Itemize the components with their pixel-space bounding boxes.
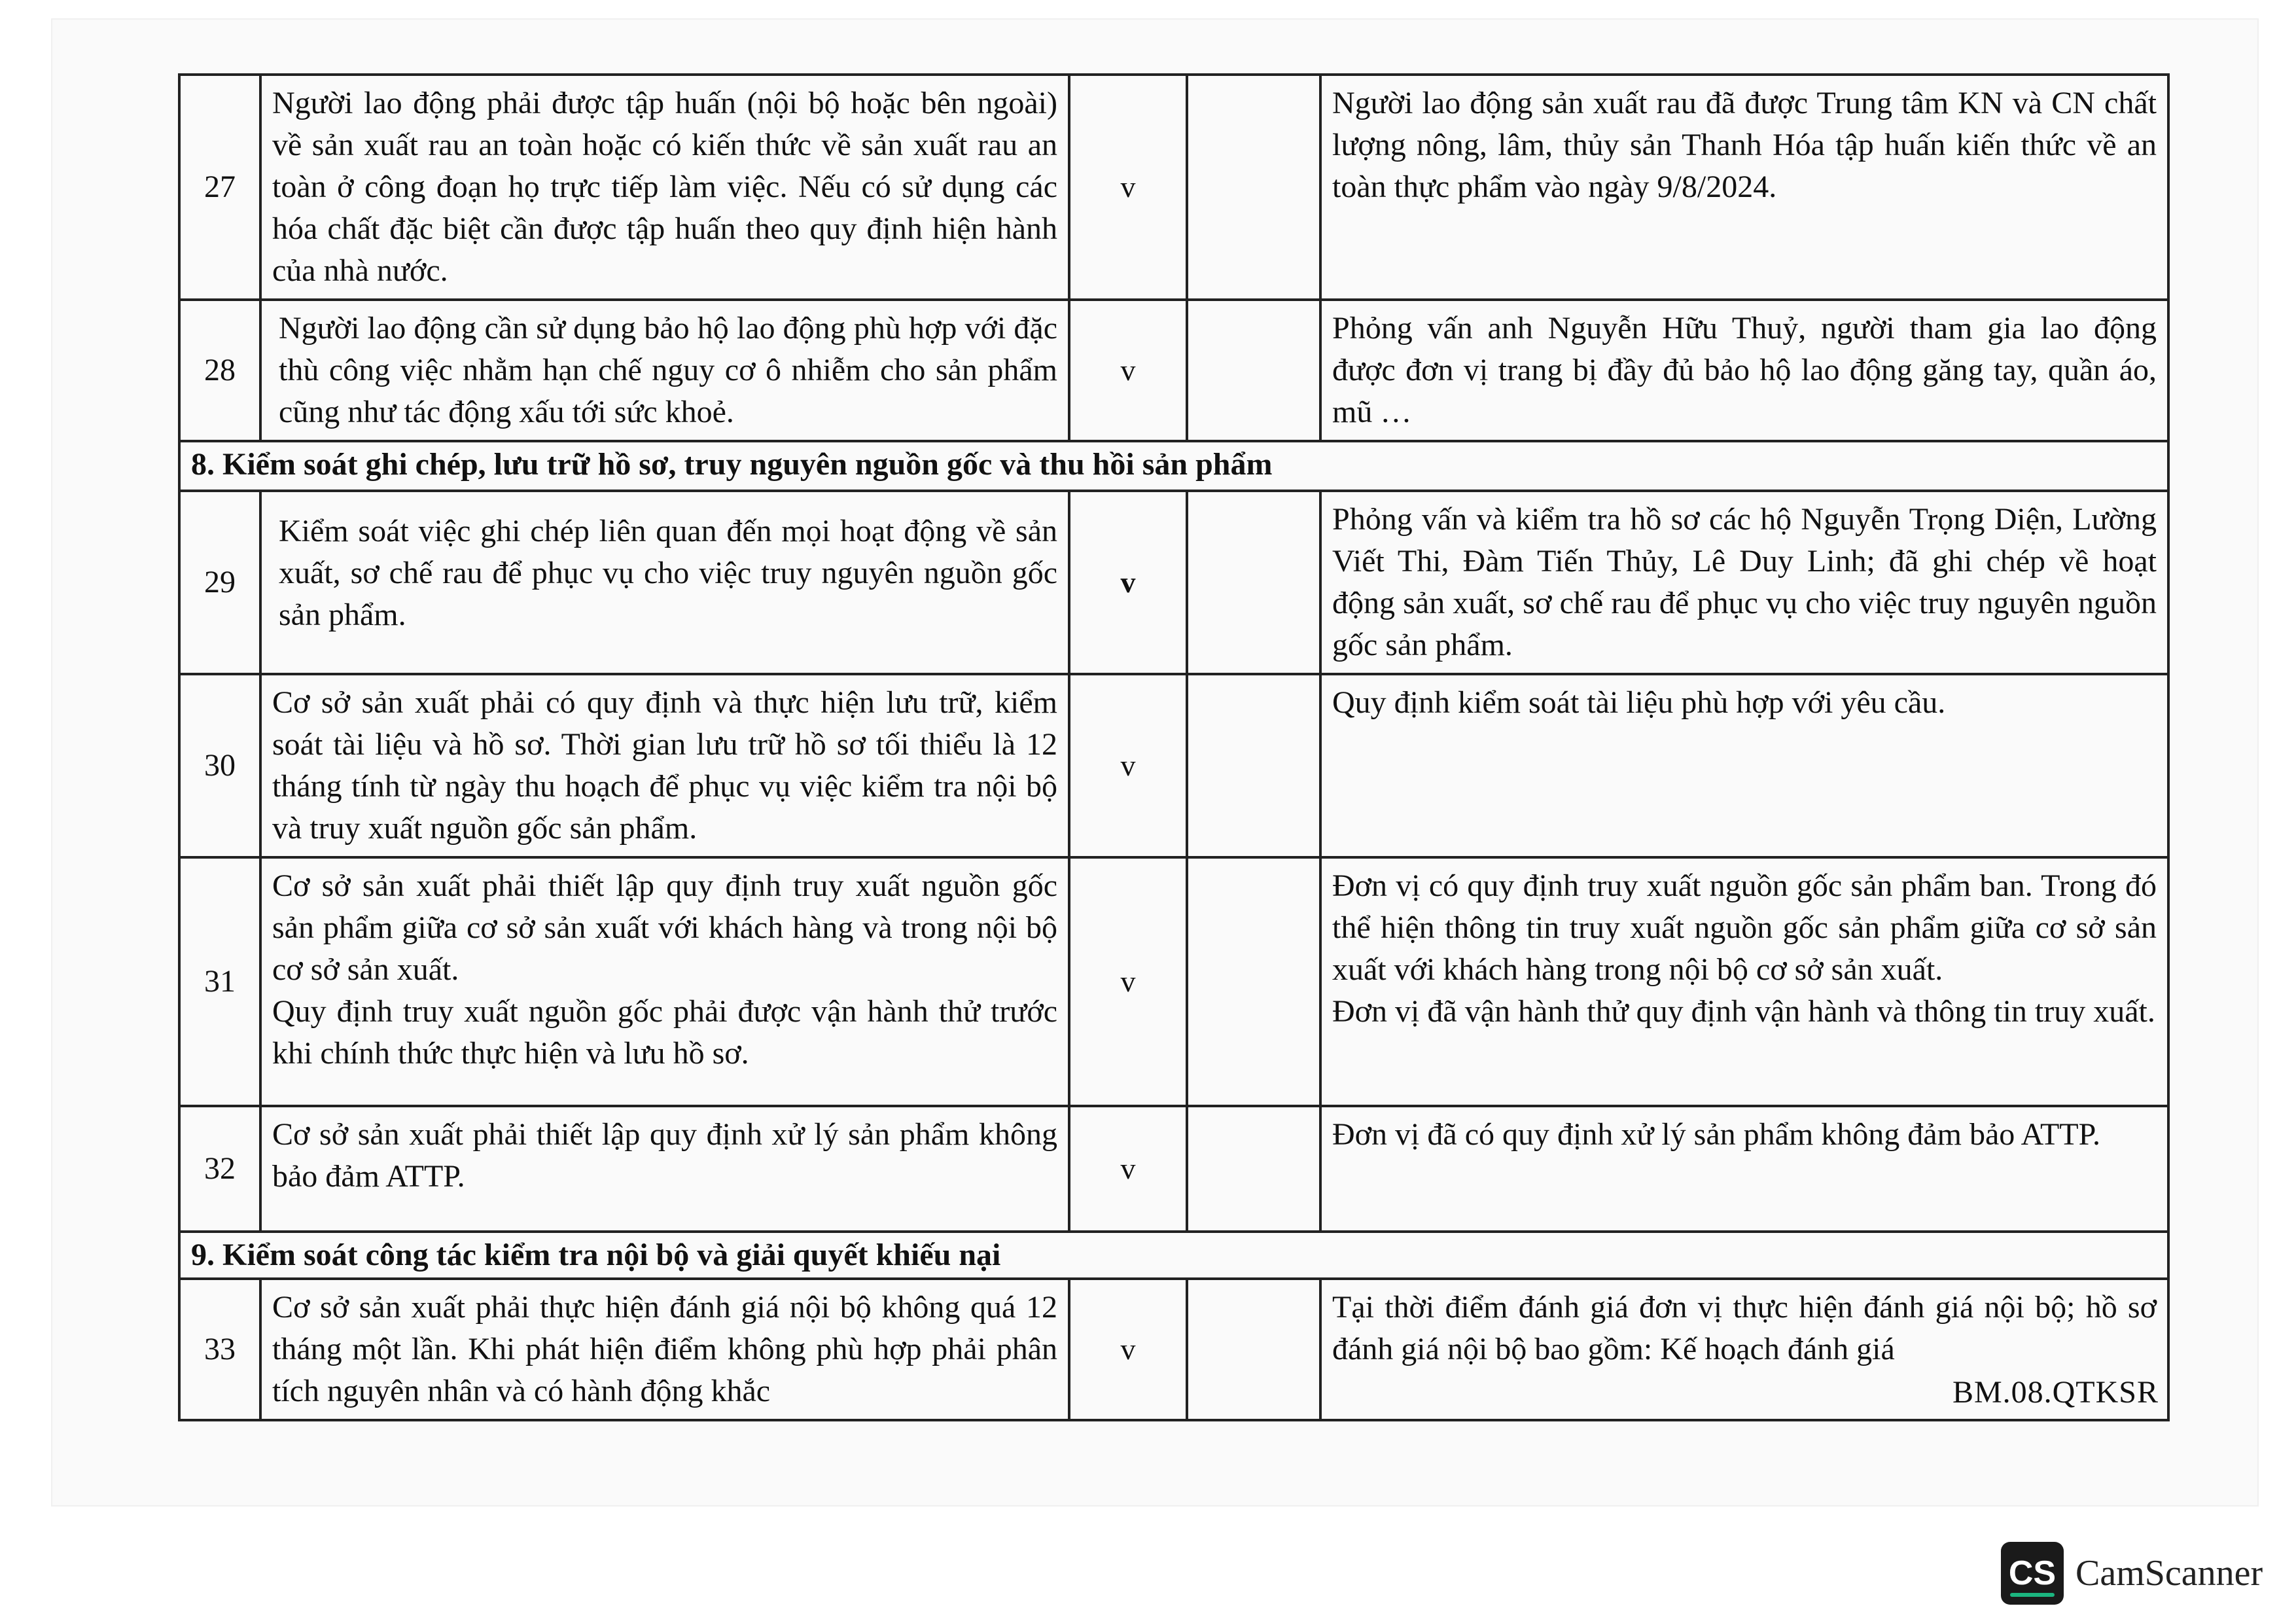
row-number: 30 — [179, 674, 260, 857]
compliance-mark: v — [1069, 300, 1187, 441]
section-title: 9. Kiểm soát công tác kiểm tra nội bộ và giải quyết khiếu nại — [179, 1232, 2168, 1279]
requirement-cell — [260, 857, 1069, 1106]
table-row — [179, 857, 2168, 1106]
empty-column — [1187, 1106, 1320, 1232]
compliance-mark: v — [1069, 674, 1187, 857]
assessment-note: Đơn vị có quy định truy xuất nguồn gốc sản phẩm ban. Trong đó thể hiện thông tin truy xuất nguồn gốc sản phẩm giữa cơ sở sản xuất với khách hàng trong nội bộ cơ sở sản xuất. — [1332, 868, 2157, 987]
assessment-note: Người lao động sản xuất rau đã được Trung tâm KN và CN chất lượng nông, lâm, thủy sản Thanh Hóa tập huấn kiến thức về an toàn thực phẩm vào ngày 9/8/2024. — [1320, 75, 2168, 300]
checklist-table — [178, 73, 2170, 1421]
requirement-text: Người lao động cần sử dụng bảo hộ lao động phù hợp với đặc thù công việc nhằm hạn chế nguy cơ ô nhiễm cho sản phẩm cũng như tác động xấu tới sức khoẻ. — [260, 300, 1069, 441]
section-header-row — [179, 1232, 2168, 1279]
requirement-text: Cơ sở sản xuất phải thiết lập quy định truy xuất nguồn gốc sản phẩm giữa cơ sở sản xuất với khách hàng và trong nội bộ cơ sở sản xuất. — [272, 868, 1057, 987]
row-number: 28 — [179, 300, 260, 441]
section-title: 8. Kiểm soát ghi chép, lưu trữ hồ sơ, truy nguyên nguồn gốc và thu hồi sản phẩm — [179, 441, 2168, 491]
section-header-row — [179, 441, 2168, 491]
requirement-text: Cơ sở sản xuất phải có quy định và thực hiện lưu trữ, kiểm soát tài liệu và hồ sơ. Thời gian lưu trữ hồ sơ tối thiểu là 12 tháng tính từ ngày thu hoạch để phục vụ việc kiểm tra nội bộ và truy xuất nguồn gốc sản phẩm. — [260, 674, 1069, 857]
table-row — [179, 1279, 2168, 1420]
compliance-mark: v — [1069, 1106, 1187, 1232]
table-row — [179, 1106, 2168, 1232]
row-number: 31 — [179, 857, 260, 1106]
assessment-note: Đơn vị đã vận hành thử quy định vận hành và thông tin truy xuất. — [1332, 994, 2155, 1029]
assessment-note-cell — [1320, 857, 2168, 1106]
assessment-note: Tại thời điểm đánh giá đơn vị thực hiện đánh giá nội bộ; hồ sơ đánh giá nội bộ bao gồm: Kế hoạch đánh giá — [1320, 1279, 2168, 1420]
empty-column — [1187, 674, 1320, 857]
row-number: 29 — [179, 491, 260, 674]
empty-column — [1187, 857, 1320, 1106]
requirement-text: Quy định truy xuất nguồn gốc phải được vận hành thử trước khi chính thức thực hiện và lưu hồ sơ. — [272, 994, 1057, 1071]
compliance-mark: v — [1069, 75, 1187, 300]
form-code: BM.08.QTKSR — [1952, 1375, 2159, 1410]
compliance-mark: v — [1069, 1279, 1187, 1420]
empty-column — [1187, 300, 1320, 441]
empty-column — [1187, 1279, 1320, 1420]
assessment-note: Đơn vị đã có quy định xử lý sản phẩm không đảm bảo ATTP. — [1320, 1106, 2168, 1232]
empty-column — [1187, 75, 1320, 300]
table-row — [179, 75, 2168, 300]
requirement-text: Cơ sở sản xuất phải thiết lập quy định xử lý sản phẩm không bảo đảm ATTP. — [260, 1106, 1069, 1232]
row-number: 32 — [179, 1106, 260, 1232]
camscanner-wordmark: CamScanner — [2075, 1553, 2263, 1594]
requirement-text: Người lao động phải được tập huấn (nội bộ hoặc bên ngoài) về sản xuất rau an toàn hoặc có kiến thức về sản xuất rau an toàn ở công đoạn họ trực tiếp làm việc. Nếu có sử dụng các hóa chất đặc biệt cần được tập huấn theo quy định hiện hành của nhà nước. — [260, 75, 1069, 300]
camscanner-logo-icon: CS — [2001, 1542, 2064, 1605]
requirement-text: Cơ sở sản xuất phải thực hiện đánh giá nội bộ không quá 12 tháng một lần. Khi phát hiện điểm không phù hợp phải phân tích nguyên nhân và có hành động khắc — [260, 1279, 1069, 1420]
assessment-note: Quy định kiểm soát tài liệu phù hợp với yêu cầu. — [1320, 674, 2168, 857]
camscanner-watermark — [2001, 1542, 2263, 1605]
table-row — [179, 300, 2168, 441]
compliance-mark: v — [1069, 491, 1187, 674]
requirement-text: Kiểm soát việc ghi chép liên quan đến mọi hoạt động về sản xuất, sơ chế rau để phục vụ cho việc truy nguyên nguồn gốc sản phẩm. — [260, 491, 1069, 674]
table-row — [179, 674, 2168, 857]
row-number: 27 — [179, 75, 260, 300]
row-number: 33 — [179, 1279, 260, 1420]
compliance-mark: v — [1069, 857, 1187, 1106]
assessment-note: Phỏng vấn và kiểm tra hồ sơ các hộ Nguyễn Trọng Diện, Lường Viết Thi, Đàm Tiến Thủy, Lê Duy Linh; đã ghi chép về hoạt động sản xuất, sơ chế rau để phục vụ cho việc truy nguyên nguồn gốc sản phẩm. — [1320, 491, 2168, 674]
table-row — [179, 491, 2168, 674]
assessment-note: Phỏng vấn anh Nguyễn Hữu Thuỷ, người tham gia lao động được đơn vị trang bị đầy đủ bảo hộ lao động găng tay, quần áo, mũ … — [1320, 300, 2168, 441]
empty-column — [1187, 491, 1320, 674]
